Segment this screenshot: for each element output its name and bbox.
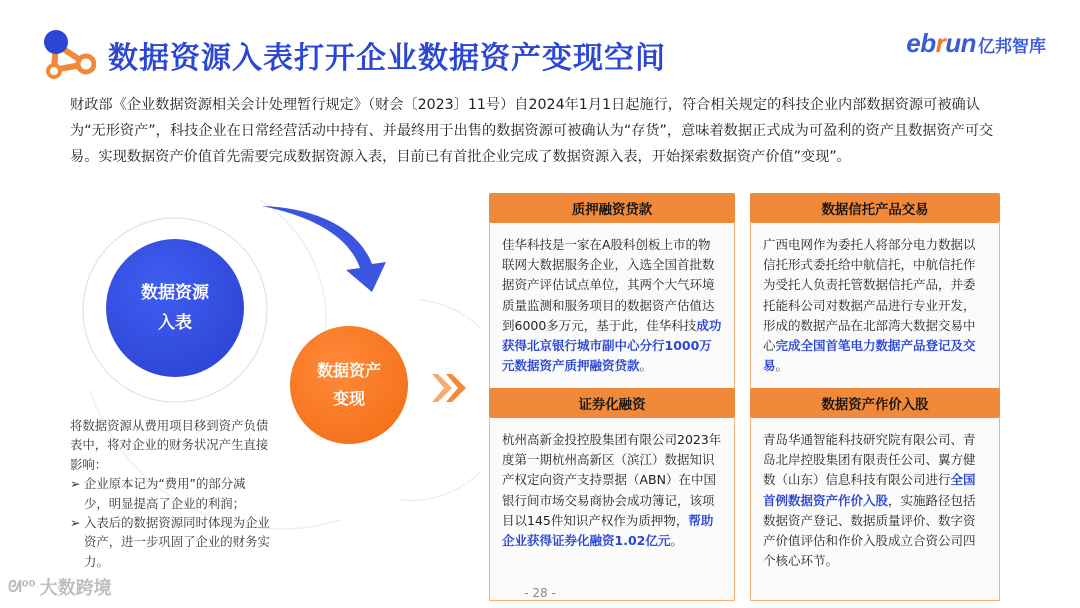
page-title: 数据资源入表打开企业数据资产变现空间 xyxy=(108,41,666,76)
swoop-arrow-icon xyxy=(262,206,386,292)
bullet-marker: ➢ xyxy=(70,476,81,492)
circle1-line2: 入表 xyxy=(158,313,192,333)
page-number: - 28 - xyxy=(524,586,556,600)
impact-note xyxy=(70,416,270,571)
card-body: 杭州高新金投控股集团有限公司2023年度第一期杭州高新区（滨江）数据知识产权定向资产支持票据（ABN）在中国银行间市场交易商协会成功簿记，该项目以145件知识产权作为质押物，帮助企业获得证券化融资1.02亿元。 xyxy=(489,418,735,601)
card-title: 数据信托产品交易 xyxy=(750,193,1000,223)
card-title: 数据资产作价入股 xyxy=(750,388,1000,418)
circle-data-resource-entry xyxy=(106,239,244,377)
impact-bullet: ➢ 企业原本记为“费用”的部分减少，明显提高了企业的利润； xyxy=(70,474,270,513)
impact-note-lead: 将数据资源从费用项目移到资产负债表中，将对企业的财务状况产生直接影响： xyxy=(70,418,269,472)
impact-bullet: ➢ 入表后的数据资源同时体现为企业资产，进一步巩固了企业的财务实力。 xyxy=(70,513,270,571)
bullet-marker: ➢ xyxy=(70,515,81,531)
circle2-line1: 数据资产 xyxy=(316,361,381,380)
intro-paragraph: 财政部《企业数据资源相关会计处理暂行规定》（财会〔2023〕11号）自2024年1月1日起施行，符合相关规定的科技企业内部数据资源可被确认为“无形资产”，科技企业在日常经营活动中持有、并最终用于出售的数据资源可被确认为“存货”，意味着数据正式成为可盈利的资产且数据资产可交易。实现数据资产价值首先需要完成数据资源入表，目前已有首批企业完成了数据资源入表，开始探索数据资产价值”变现”。 xyxy=(70,97,994,165)
watermark-logo-icon: ᘛ⁰⁰ xyxy=(8,577,36,596)
brand-logo xyxy=(906,28,1046,59)
card-body: 广西电网作为委托人将部分电力数据以信托形式委托给中航信托，中航信托作为受托人负责托管数据信托产品，并委托能科公司对数据产品进行专业开发，形成的数据产品在北部湾大数据交易中心完成全国首笔电力数据产品登记及交易。 xyxy=(750,223,1000,401)
circle1-line1: 数据资源 xyxy=(141,283,209,303)
circle-data-asset-monetization xyxy=(290,326,408,444)
card-title: 证券化融资 xyxy=(489,388,735,418)
brand-logo-cn: 亿邦智库 xyxy=(978,37,1046,56)
watermark: ᘛ⁰⁰ 大数跨境 xyxy=(8,577,112,599)
logo-network-icon xyxy=(40,24,96,84)
brand-logo-en: ebrun xyxy=(906,28,976,58)
card-body: 青岛华通智能科技研究院有限公司、青岛北岸控股集团有限责任公司、翼方健数（山东）信息科技有限公司进行全国首例数据资产作价入股，实施路径包括数据资产登记、数据质量评价、数字资产价值评估和作价入股成立合资公司四个核心环节。 xyxy=(750,418,1000,601)
card-title: 质押融资贷款 xyxy=(489,193,735,223)
right-arrow-icon xyxy=(432,374,466,402)
card-body: 佳华科技是一家在A股科创板上市的物联网大数据服务企业，入选全国首批数据资产评估试点单位，其两个大气环境质量监测和服务项目的数据资产估值达到6000多万元，基于此，佳华科技成功获得北京银行城市副中心分行1000万元数据资产质押融资贷款。 xyxy=(489,223,735,401)
circle2-line2: 变现 xyxy=(332,389,365,408)
